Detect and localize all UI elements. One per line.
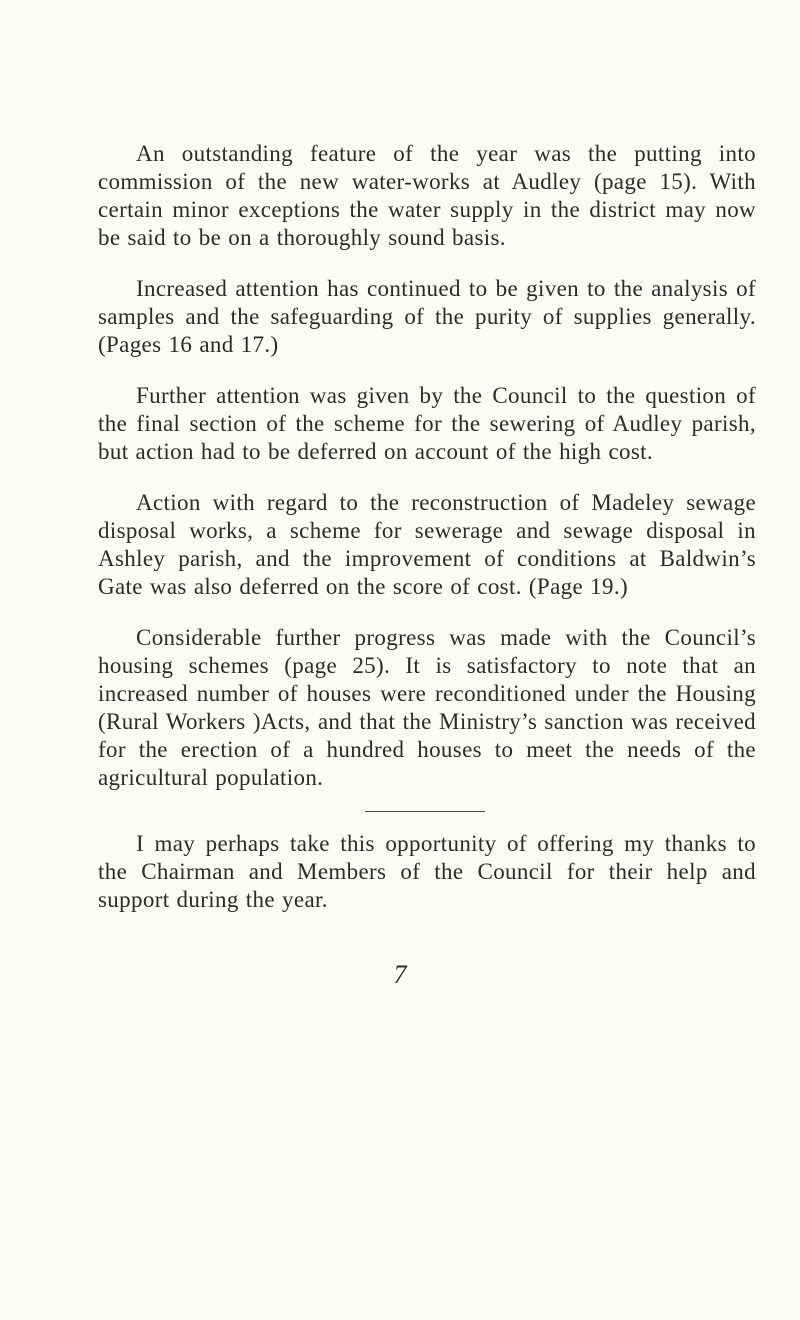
paragraph-closing-thanks: I may perhaps take this opportunity of offering my thanks to the Chairman and Members of the Council for their help and support during the year. [98,831,756,912]
paragraph-water-works: An outstanding feature of the year was the putting into commission of the new water-works at Audley (page 15). With certain minor exceptions the water supply in the district may now be said to be on a thoroughly sound basis. [98,141,756,250]
document-page [98,140,756,914]
paragraph-housing-schemes: Considerable further progress was made with the Council’s housing schemes (page 25). It is satisfactory to note that an increased number of houses were reconditioned under the Housing (Rural Workers )Acts, and that the Ministry’s sanction was received for the erection of a hundred houses to meet the needs of the agricultural population. [98,625,756,790]
paragraph-madeley-sewage: Action with regard to the reconstruction of Madeley sewage disposal works, a scheme for sewerage and sewage disposal in Ashley parish, and the improvement of conditions at Baldwin’s Gate was also deferred on the score of cost. (Page 19.) [98,490,756,599]
paragraph-sewering-audley: Further attention was given by the Council to the question of the final section of the scheme for the sewering of Audley parish, but action had to be deferred on account of the high cost. [98,383,756,464]
paragraph-sample-analysis: Increased attention has continued to be given to the analysis of samples and the safeguarding of the purity of supplies generally. (Pages 16 and 17.) [98,276,756,357]
page-number: 7 [393,960,407,989]
section-divider [365,811,485,812]
